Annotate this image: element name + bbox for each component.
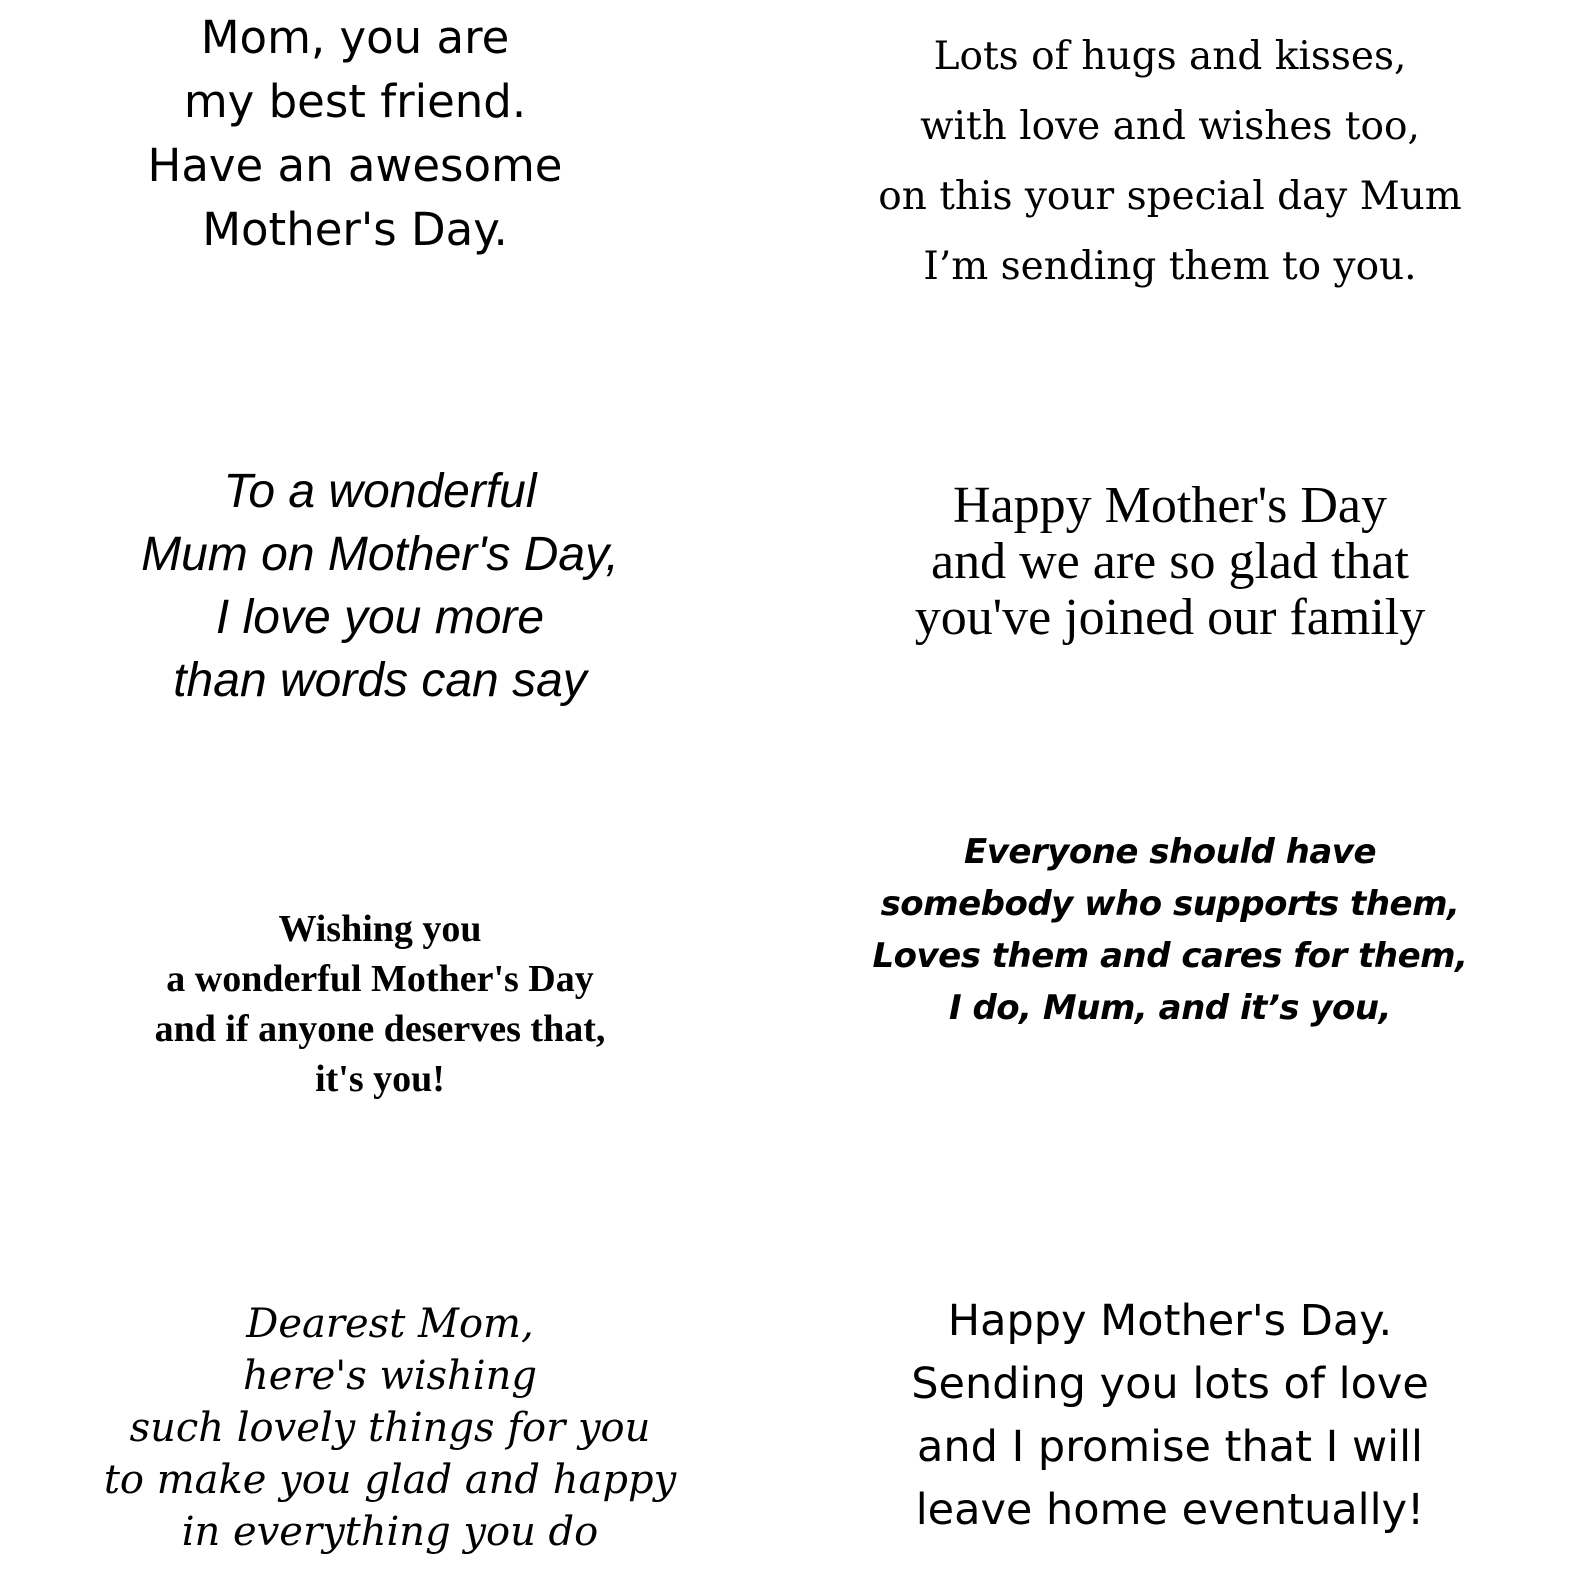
verse-line: it's you! [315,1058,445,1100]
verse-everyone-should-have [820,826,1520,1034]
verse-line: Lots of hugs and kisses, [933,34,1407,79]
verse-line: Loves them and cares for them, [872,936,1468,976]
verse-wonderful-mum [30,460,730,712]
verse-line: somebody who supports them, [880,884,1460,924]
verse-line: than words can say [173,654,587,707]
verse-line: here's wishing [243,1353,537,1399]
verse-line: Dearest Mom, [246,1301,534,1347]
verse-line: Happy Mother's Day. [947,1296,1393,1346]
verse-line: and I promise that I will [917,1422,1423,1472]
verse-line: with love and wishes too, [920,104,1420,149]
verse-line: Happy Mother's Day [953,477,1387,534]
verse-line: a wonderful Mother's Day [166,958,594,1000]
verse-line: Mum on Mother's Day, [141,528,619,581]
verse-dearest-mom [20,1298,760,1558]
verse-line: To a wonderful [223,465,537,518]
verse-line: on this your special day Mum [878,174,1462,219]
verse-line: Mother's Day. [202,203,508,256]
verse-line: leave home eventually! [915,1485,1425,1535]
verse-line: to make you glad and happy [103,1457,677,1503]
verse-line: I do, Mum, and it’s you, [948,988,1392,1028]
verse-line: and we are so glad that [931,533,1409,590]
verse-line: and if anyone deserves that, [154,1008,606,1050]
verse-line: I’m sending them to you. [923,244,1417,289]
verse-joined-family [820,478,1520,646]
verse-best-friend [30,6,680,262]
verse-hugs-and-kisses [820,22,1520,302]
verse-line: Everyone should have [963,832,1377,872]
verse-wishing-you [20,904,740,1104]
verse-line: Sending you lots of love [911,1359,1429,1409]
verse-line: such lovely things for you [129,1405,651,1451]
verse-line: Wishing you [278,908,482,950]
verse-line: Have an awesome [147,139,563,192]
verse-line: I love you more [215,591,545,644]
verse-line: you've joined our family [914,589,1426,646]
verse-line: in everything you do [181,1509,599,1555]
verse-leave-home [820,1290,1520,1542]
verse-line: Mom, you are [200,11,510,64]
verse-line: my best friend. [183,75,527,128]
